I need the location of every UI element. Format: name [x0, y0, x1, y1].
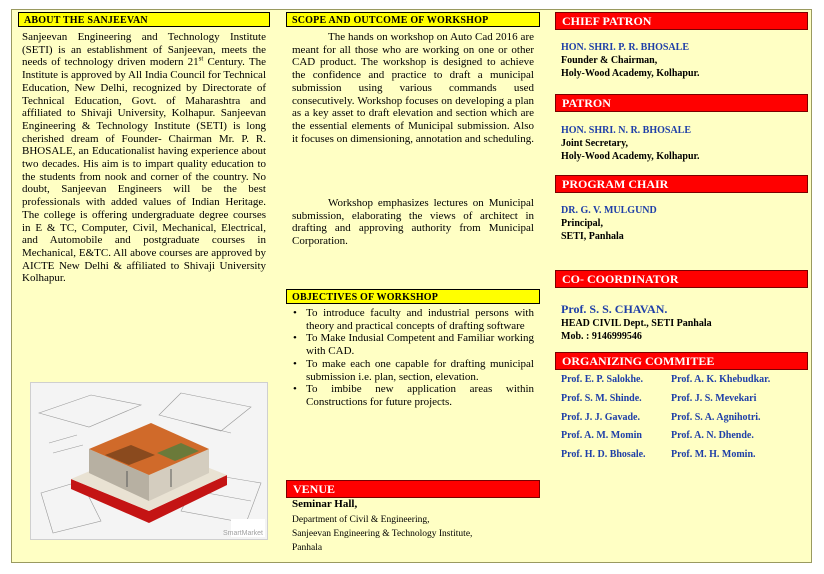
committee-list	[555, 374, 808, 474]
objectives-heading: OBJECTIVES OF WORKSHOP	[286, 289, 540, 304]
venue-heading: VENUE	[286, 480, 540, 498]
program-chair-role: Principal,	[561, 218, 603, 229]
objective-item: • To Make Indusial Competent and Familiar working with CAD.	[288, 332, 534, 357]
image-caption: SmartMarket	[222, 530, 263, 537]
venue-institute: Sanjeevan Engineering & Technology Institute,	[292, 529, 473, 539]
program-chair-name: DR. G. V. MULGUND	[561, 205, 657, 216]
co-coordinator-heading: CO- COORDINATOR	[555, 270, 808, 288]
committee-member: Prof. A. M. Momin	[561, 430, 642, 441]
committee-member: Prof. H. D. Bhosale.	[561, 449, 646, 460]
scope-para-2: Workshop emphasizes lectures on Municipal submission, elaborating the views of architect in drafting and approving authority from Municipal Corporation.	[292, 197, 534, 248]
chief-patron-role: Founder & Chairman,	[561, 55, 658, 66]
chief-patron-org: Holy-Wood Academy, Kolhapur.	[561, 68, 700, 79]
patron-org: Holy-Wood Academy, Kolhapur.	[561, 151, 700, 162]
about-heading: ABOUT THE SANJEEVAN	[18, 12, 270, 27]
objective-item: • To make each one capable for drafting municipal submission i.e. plan, section, elevation.	[288, 358, 534, 383]
committee-member: Prof. E. P. Salokhe.	[561, 374, 643, 385]
patron-role: Joint Secretary,	[561, 138, 629, 149]
venue-dept: Department of Civil & Engineering,	[292, 515, 430, 525]
co-coordinator-name: Prof. S. S. CHAVAN.	[561, 302, 668, 316]
program-chair-heading: PROGRAM CHAIR	[555, 175, 808, 193]
chief-patron-heading: CHIEF PATRON	[555, 12, 808, 30]
committee-member: Prof. J. S. Mevekari	[671, 393, 757, 404]
program-chair-org: SETI, Panhala	[561, 231, 624, 242]
scope-para-1: The hands on workshop on Auto Cad 2016 are meant for all those who are working on one or other CAD product. The workshop is designed to achieve the confidence and practice to draft a municipal submission using various commands used consecutively. Workshop focuses on developing a plan as a key asset to draft elevation and section which are the essential elements of Municipal submission. Also it focuses on dimensioning, annotation and scheduling.	[292, 31, 534, 145]
patron-name: HON. SHRI. N. R. BHOSALE	[561, 125, 692, 136]
committee-member: Prof. M. H. Momin.	[671, 449, 756, 460]
committee-heading: ORGANIZING COMMITEE	[555, 352, 808, 370]
house-render-svg	[31, 383, 267, 539]
about-body-post: Century. The Institute is approved by All India Council for Technical Education, New Delhi, recognized by Directorate of Technical Education, Govt. of Maharashtra and affiliated to Shivaji University, Kolhapur. Sanjeevan Engineering & Technology Institute (SETI) is long cherished dream of Founder- Chairman Mr. P. R. BHOSALE, an Educationalist having experience about two decades. His aim is to impart quality education to the students from nook and corner of the country. No doubt, Sanjeevan Engineers will be the best professionals with added values of Indian Heritage. The college is offering undergraduate degree courses in E & TC, Computer, Civil, Mechanical, Electrical, and Automobile and postgraduate courses in Mechanical, E&TC. All above courses are approved by AICTE New Delhi & affiliated to Shivaji University Kolhapur.	[22, 56, 266, 285]
scope-heading: SCOPE AND OUTCOME OF WORKSHOP	[286, 12, 540, 27]
committee-member: Prof. S. M. Shinde.	[561, 393, 642, 404]
objective-item: • To imbibe new application areas within Constructions for future projects.	[288, 383, 534, 408]
committee-member: Prof. A. N. Dhende.	[671, 430, 754, 441]
co-coordinator-mobile: Mob. : 9146999546	[561, 331, 642, 342]
about-body-sup: st	[198, 54, 204, 63]
committee-member: Prof. J. J. Gavade.	[561, 412, 640, 423]
about-body	[22, 31, 266, 285]
chief-patron-name: HON. SHRI. P. R. BHOSALE	[561, 42, 689, 53]
about-body-pre: Sanjeevan Engineering and Technology Institute (SETI) is an establishment of Sanjeevan, meets the needs of technology driven modern 21	[22, 31, 266, 69]
committee-member: Prof. S. A. Agnihotri.	[671, 412, 761, 423]
patron-heading: PATRON	[555, 94, 808, 112]
venue-city: Panhala	[292, 543, 323, 553]
venue-hall: Seminar Hall,	[292, 498, 358, 510]
house-render-image	[30, 382, 268, 540]
committee-member: Prof. A. K. Khebudkar.	[671, 374, 771, 385]
objective-item: • To introduce faculty and industrial persons with theory and practical concepts of drafting software	[288, 307, 534, 332]
brochure-page	[11, 9, 812, 563]
objectives-list	[288, 307, 534, 409]
co-coordinator-role: HEAD CIVIL Dept., SETI Panhala	[561, 318, 712, 329]
